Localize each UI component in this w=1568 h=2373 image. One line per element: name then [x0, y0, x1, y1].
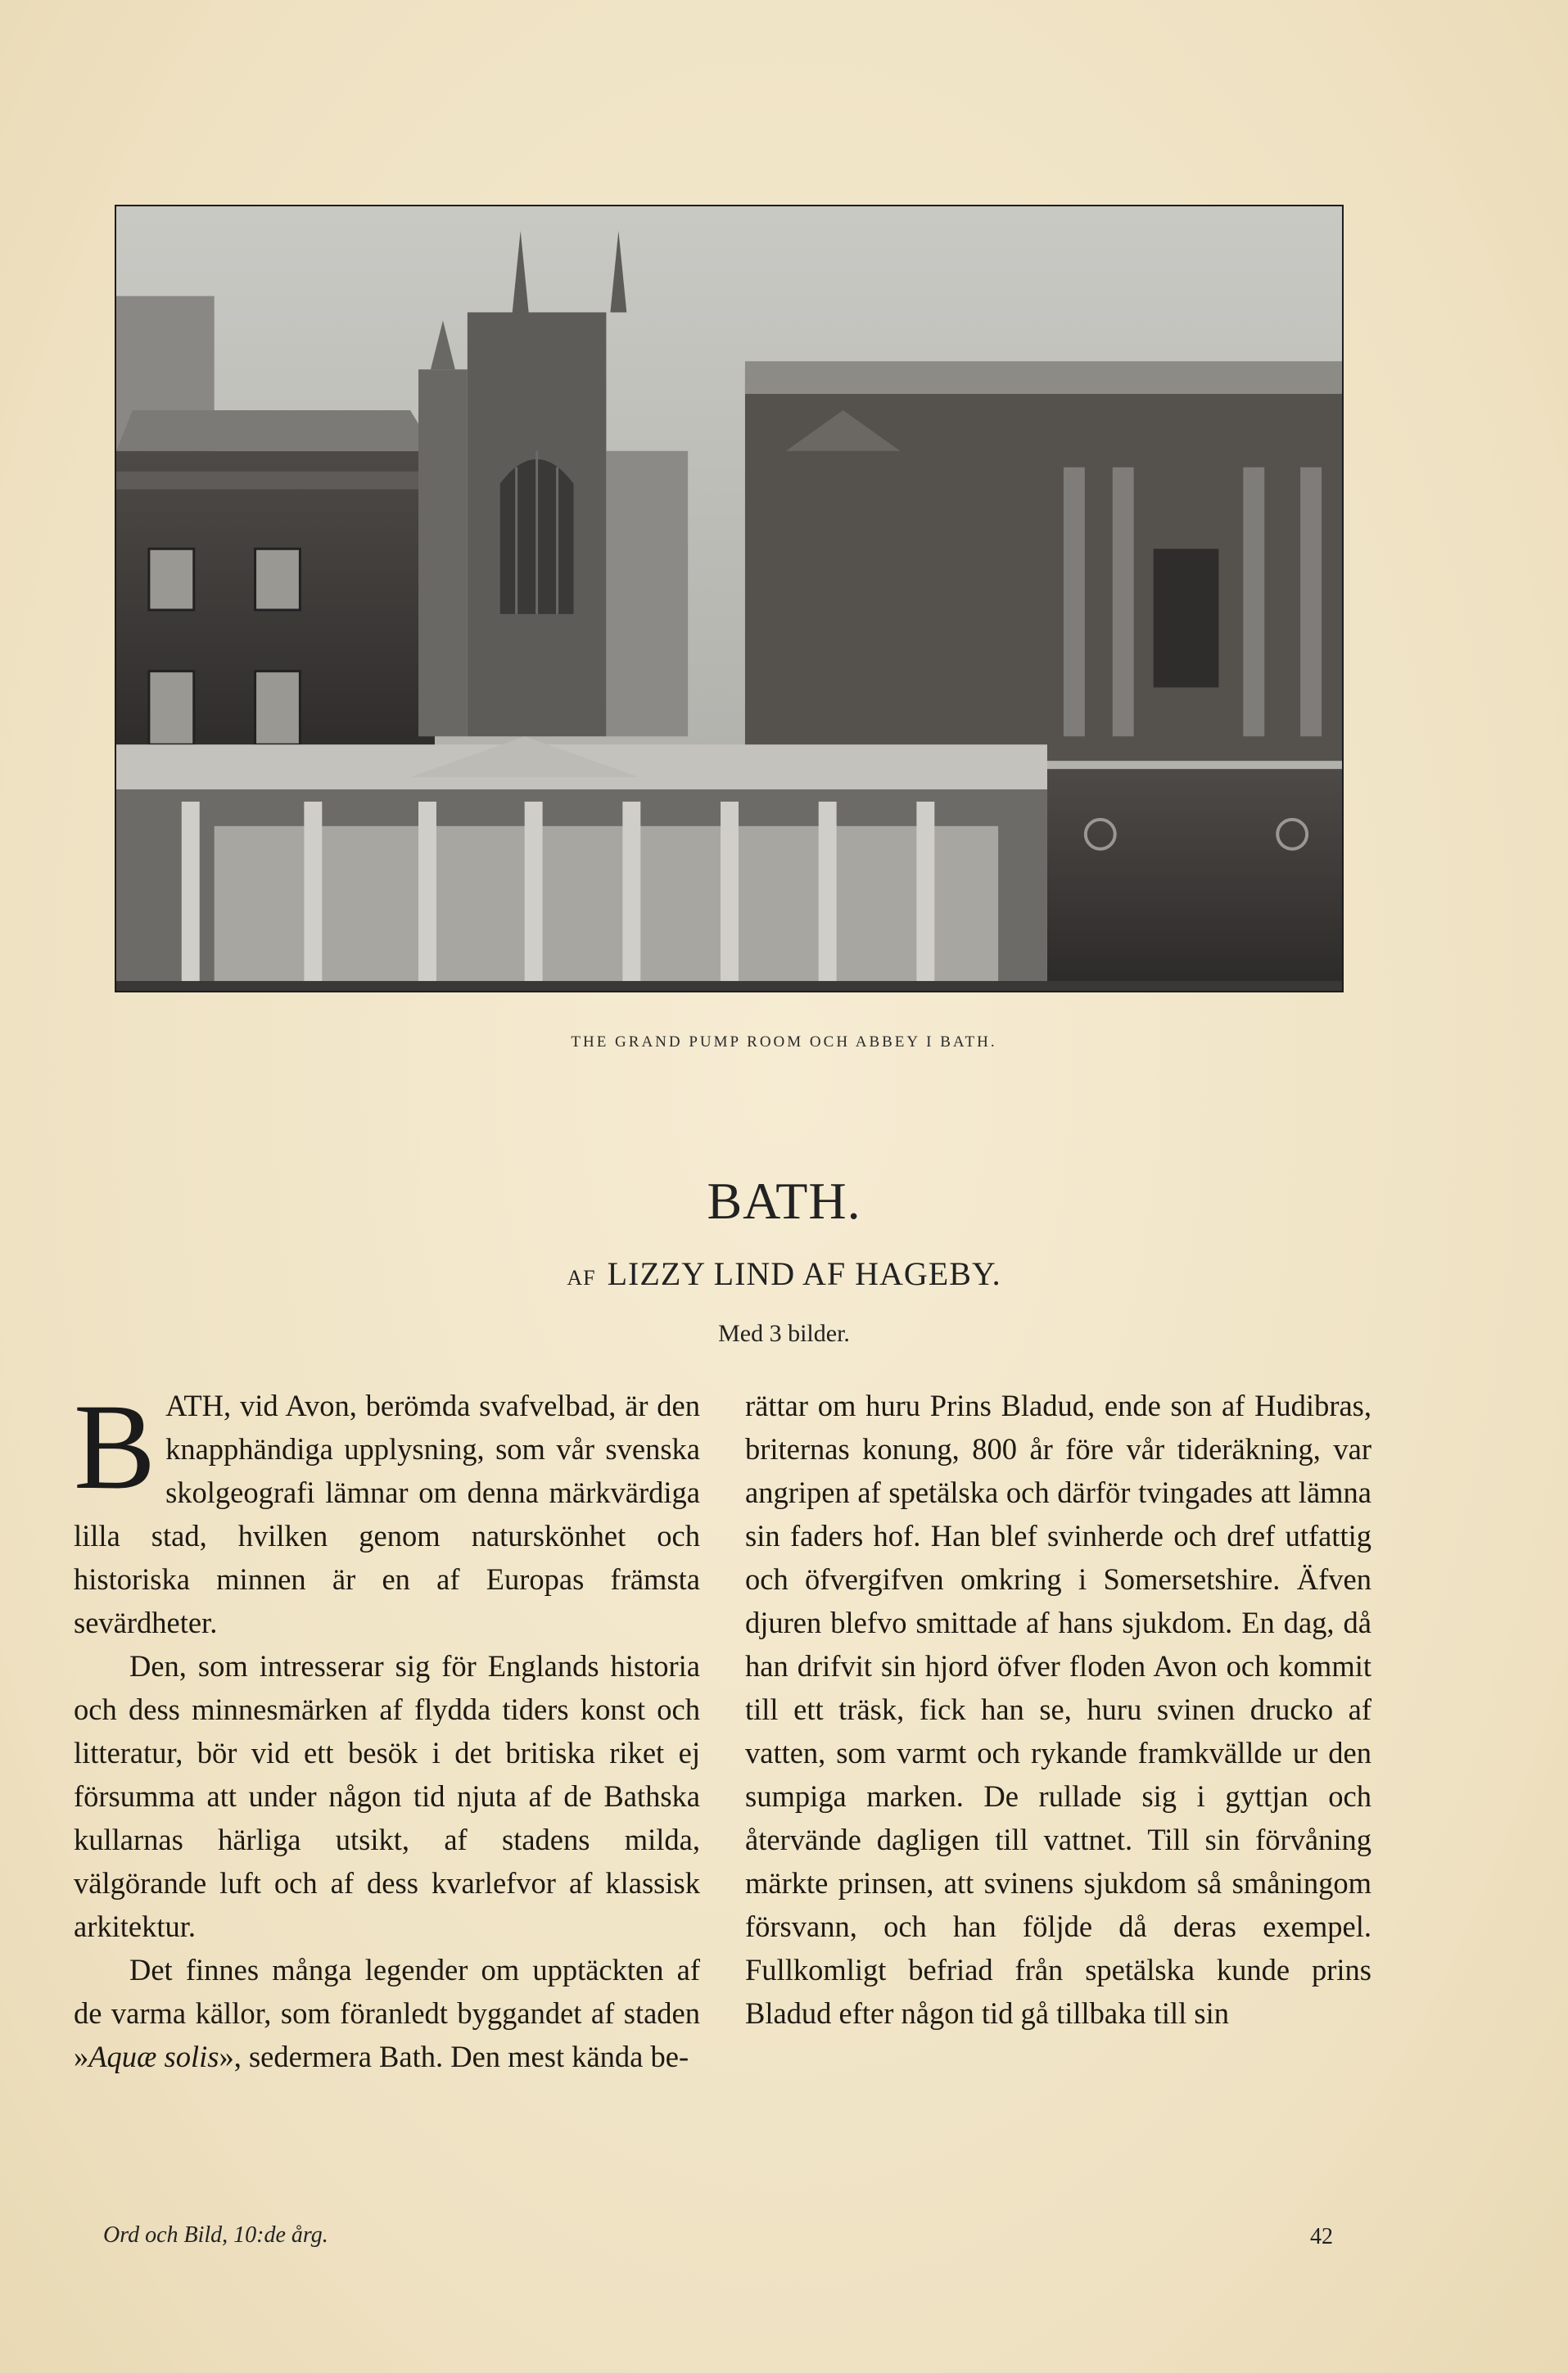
paragraph-3-start: Det finnes många legender om upptäckten af de varma källor, som föranledt byggandet af staden » [74, 1953, 700, 2073]
illustration-note: Med 3 bilder. [718, 1320, 850, 1347]
photograph-pump-room-abbey [115, 205, 1344, 992]
paragraph-3-end: », sedermera Bath. Den mest kända be- [219, 2040, 689, 2073]
paragraph-1-text: ATH, vid Avon, berömda svafvelbad, är den knapphändiga upplysning, som vår svenska skolgeografi lämnar om denna märkvärdiga lilla stad, hvilken genom naturskönhet och historiska minnen är en af Europas främsta sevärdheter. [74, 1389, 700, 1639]
paragraph-1 [74, 1384, 700, 1644]
paragraph-4: rättar om huru Prins Bladud, ende son af Hudibras, briternas konung, 800 år före vår tideräkning, var angripen af spetälska och därför tvingades att lämna sin faders hof. Han blef svinherde och dref utfattig och öfvergifven omkring i Somersetshire. Äfven djuren blefvo smittade af hans sjukdom. En dag, då han drifvit sin hjord öfver floden Avon och kommit till ett träsk, fick han se, huru svinen drucko af vatten, som varmt och rykande framkvällde ur den sumpiga marken. De rullade sig i gyttjan och återvände dagligen till vattnet. Till sin förvåning märkte prinsen, att svinens sjukdom så småningom försvann, och han följde då deras exempel. Fullkomligt befriad från spetälska kunde prins Bladud efter någon tid gå tillbaka till sin [745, 1389, 1371, 2030]
page-number: 42 [1310, 2224, 1333, 2249]
journal-footer: Ord och Bild, 10:de årg. [103, 2222, 328, 2248]
right-column [745, 1384, 1371, 2203]
photo-caption: THE GRAND PUMP ROOM OCH ABBEY I BATH. [571, 1033, 997, 1051]
paragraph-2: Den, som intresserar sig för Englands historia och dess minnesmärken af flydda tiders konst och litteratur, bör vid ett besök i det britiska riket ej försumma att under någon tid njuta af de Bathska kullarnas härliga utsikt, af stadens milda, välgörande luft och af dess kvarlefvor af klassisk arkitektur. [74, 1649, 700, 1943]
byline-prefix: AF [567, 1266, 596, 1290]
latin-name: Aquæ solis [88, 2040, 219, 2073]
left-column [74, 1384, 700, 2203]
author-byline [0, 1254, 1568, 1293]
drop-cap: B [74, 1384, 156, 1515]
article-title: BATH. [707, 1172, 861, 1230]
byline-author: LIZZY LIND AF HAGEBY. [607, 1255, 1001, 1292]
paragraph-3 [74, 1948, 700, 2078]
photo-illustration [116, 206, 1342, 991]
